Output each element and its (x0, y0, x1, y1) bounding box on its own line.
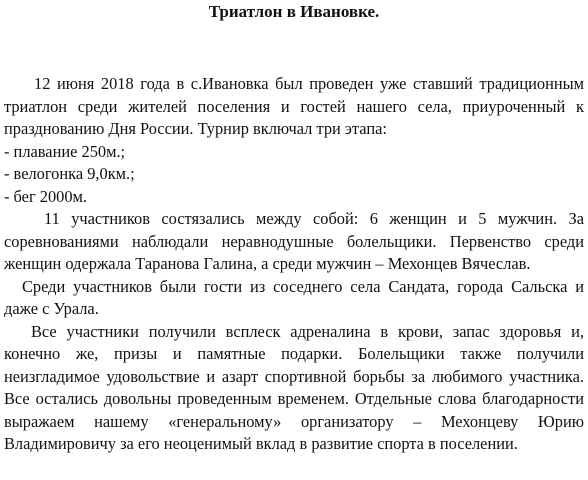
paragraph-results: 11 участников состязались между собой: 6 женщин и 5 мужчин. За соревнованиями наблюдали неравнодушные болельщики. Первенство среди женщин одержала Таранова Галина, а среди мужчин – Мехонцев Вячеслав. (4, 209, 584, 273)
paragraph-guests: Среди участников были гости из соседнего села Сандата, города Сальска и даже с Урала. (4, 276, 584, 318)
document-title: Триатлон в Ивановке. (208, 2, 380, 21)
stage-swimming: - плавание 250м.; (4, 141, 126, 161)
paragraph-closing: Все участники получили всплеск адреналина в крови, запас здоровья и, конечно же, призы и памятные подарки. Болельщики также получили неизгладимое удовольствие и азарт спортивной борьбы за любимого участника. Все остались довольны проведенным временем. Отдельные слова благодарности выражаем нашему «генеральному» организатору – Мехонцеву Юрию Владимировичу за его неоценимый вклад в развитие спорта в поселении. (4, 321, 584, 453)
document-body (4, 73, 584, 456)
stage-cycling: - велогонка 9,0км.; (4, 164, 135, 183)
paragraph-intro: 12 июня 2018 года в с.Ивановка был проведен уже ставший традиционным триатлон среди жителей поселения и гостей нашего села, приуроченный к празднованию Дня России. Турнир включал три этапа: (4, 74, 584, 138)
stage-running: - бег 2000м. (4, 186, 88, 206)
